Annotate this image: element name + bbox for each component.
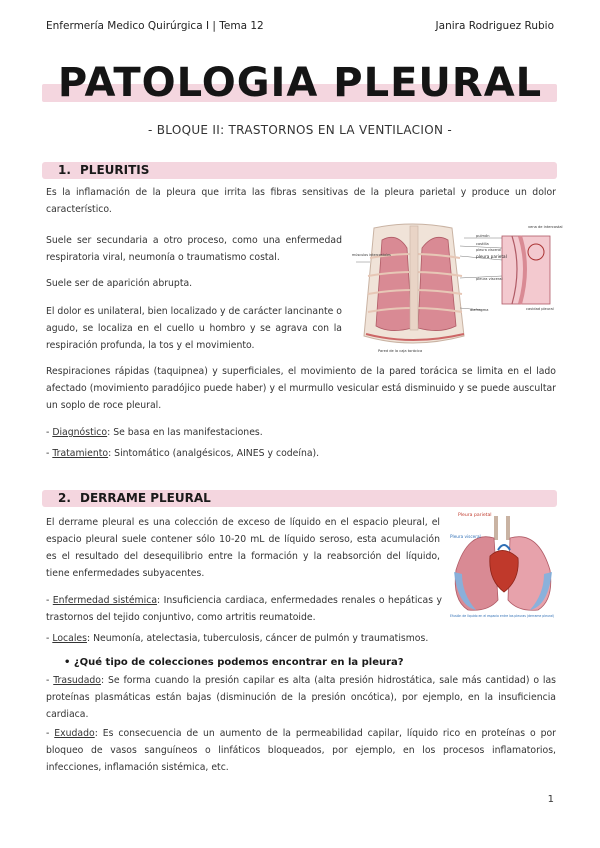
header-course: Enfermería Medico Quirúrgica I | Tema 12	[46, 20, 264, 32]
tratamiento-label: Tratamiento	[52, 448, 109, 459]
figure2-caption: Efusión de líquido en el espacio entre las pleuras (derrame pleural)	[450, 614, 555, 618]
trasudado-label: Trasudado	[53, 675, 101, 686]
locales-text: : Neumonía, atelectasia, tuberculosis, cáncer de pulmón y traumatismos.	[86, 633, 429, 644]
figure1-label-vena: vena de intercostal	[528, 225, 563, 229]
section1-intro: Es la inflamación de la pleura que irrita las fibras sensitivas de la pleura parietal y produce un dolor característico.	[46, 187, 556, 215]
page-title: PATOLOGIA PLEURAL	[57, 60, 543, 106]
trasudado-text: : Se forma cuando la presión capilar es alta (alta presión hidrostática, sale más cantidad) o las proteínas plasmáticas están bajas (disminución de la presión oncótica), por ejemplo, en la insuficiencia cardiaca.	[46, 675, 556, 720]
header-author: Janira Rodriguez Rubio	[435, 20, 554, 32]
figure1-label-pulmon: pulmón	[476, 234, 490, 238]
tratamiento-text: : Sintomático (analgésicos, AINES y codeína).	[108, 448, 320, 459]
pleural-effusion-figure	[448, 510, 558, 620]
section1-title: PLEURITIS	[80, 163, 150, 177]
diagnostico-label: Diagnóstico	[52, 427, 108, 438]
exudado-label: Exudado	[54, 728, 95, 739]
locales-label: Locales	[52, 633, 87, 644]
section2-exudado: - Exudado: Es consecuencia de un aumento de la permeabilidad capilar, líquido rico en proteínas o por bloqueo de vasos sanguíneos o linfáticos bloqueados, por ejemplo, en los procesos inflamatorios, infecciones, inflamación sistémica, etc.	[46, 728, 556, 773]
figure1-label-pleura-visceral: pleura visceral	[476, 277, 503, 281]
section1-p2: Suele ser de aparición abrupta.	[46, 278, 193, 289]
sistemica-label: Enfermedad sistémica	[52, 595, 158, 606]
section1-diagnostico: - Diagnóstico: Se basa en las manifestaciones.	[46, 427, 263, 438]
section1-tratamiento: - Tratamiento: Sintomático (analgésicos, AINES y codeína).	[46, 448, 320, 459]
figure1-label-costilla: costilla	[476, 242, 489, 246]
diagnostico-text: : Se basa en las manifestaciones.	[107, 427, 263, 438]
section1-number: 1.	[58, 163, 71, 177]
figure1-label-cavidad: cavidad pleural	[526, 307, 554, 311]
figure1-label-diafragma: diafragma	[470, 308, 489, 312]
pleura-anatomy-figure	[352, 218, 563, 358]
section2-number: 2.	[58, 491, 71, 505]
page-number: 1	[547, 794, 554, 805]
figure2-label-pleura-parietal: Pleura parietal	[458, 513, 492, 518]
section2-sistemica: - Enfermedad sistémica: Insuficiencia cardiaca, enfermedades renales o hepáticas y trastornos del tejido conjuntivo, como artritis reumatoide.	[46, 595, 442, 623]
sistemica-text: : Insuficiencia cardiaca, enfermedades renales o hepáticas y trastornos del tejido conjuntivo, como artritis reumatoide.	[46, 595, 442, 623]
figure2-label-pleura-visceral: Pleura visceral	[450, 534, 481, 539]
question-text: ¿Qué tipo de colecciones podemos encontrar en la pleura?	[73, 657, 404, 668]
page-subtitle: - BLOQUE II: TRASTORNOS EN LA VENTILACION -	[148, 123, 452, 137]
figure1-label-musculos: músculos intercostales	[352, 253, 391, 257]
section1-p1: Suele ser secundaria a otro proceso, como una enfermedad respiratoria viral, neumonía o traumatismo costal.	[46, 235, 342, 263]
section1-p4: Respiraciones rápidas (taquipnea) y superficiales, el movimiento de la pared torácica se limita en el lado afectado (movimiento paradójico puede haber) y el murmullo vesicular está disminuido y se puede auscultar un soplo de roce pleural.	[46, 366, 556, 411]
section2-trasudado: - Trasudado: Se forma cuando la presión capilar es alta (alta presión hidrostática, sale más cantidad) o las proteínas plasmáticas están bajas (disminución de la presión oncótica), por ejemplo, en la insuficiencia cardiaca.	[46, 675, 556, 720]
section2-intro: El derrame pleural es una colección de exceso de líquido en el espacio pleural, el espacio pleural suele contener sólo 10-20 mL de líquido seroso, esta acumulación es el resultado del desequilibrio entre la formación y la reabsorción del líquido, tiene enfermedades subyacentes.	[46, 517, 440, 579]
figure1-caption: Pared de la caja torácica	[378, 349, 423, 353]
section2-locales: - Locales: Neumonía, atelectasia, tuberculosis, cáncer de pulmón y traumatismos.	[46, 633, 429, 644]
figure1-label-pleura-parietal: pleura parietal	[476, 254, 507, 259]
section2-title: DERRAME PLEURAL	[80, 491, 211, 505]
figure1-label-pleura-visceral-top: pleura visceral	[476, 248, 501, 252]
exudado-text: : Es consecuencia de un aumento de la permeabilidad capilar, líquido rico en proteínas o por bloqueo de vasos sanguíneos o linfáticos bloqueados, por ejemplo, en los procesos inflamatorios, infecciones, inflamación sistémica, etc.	[46, 728, 556, 773]
section1-p3: El dolor es unilateral, bien localizado y de carácter lancinante o agudo, se localiza en el cuello u hombro y se agrava con la respiración profunda, la tos y el movimiento.	[46, 306, 342, 351]
question-bullet: • ¿Qué tipo de colecciones podemos encontrar en la pleura?	[64, 657, 404, 668]
